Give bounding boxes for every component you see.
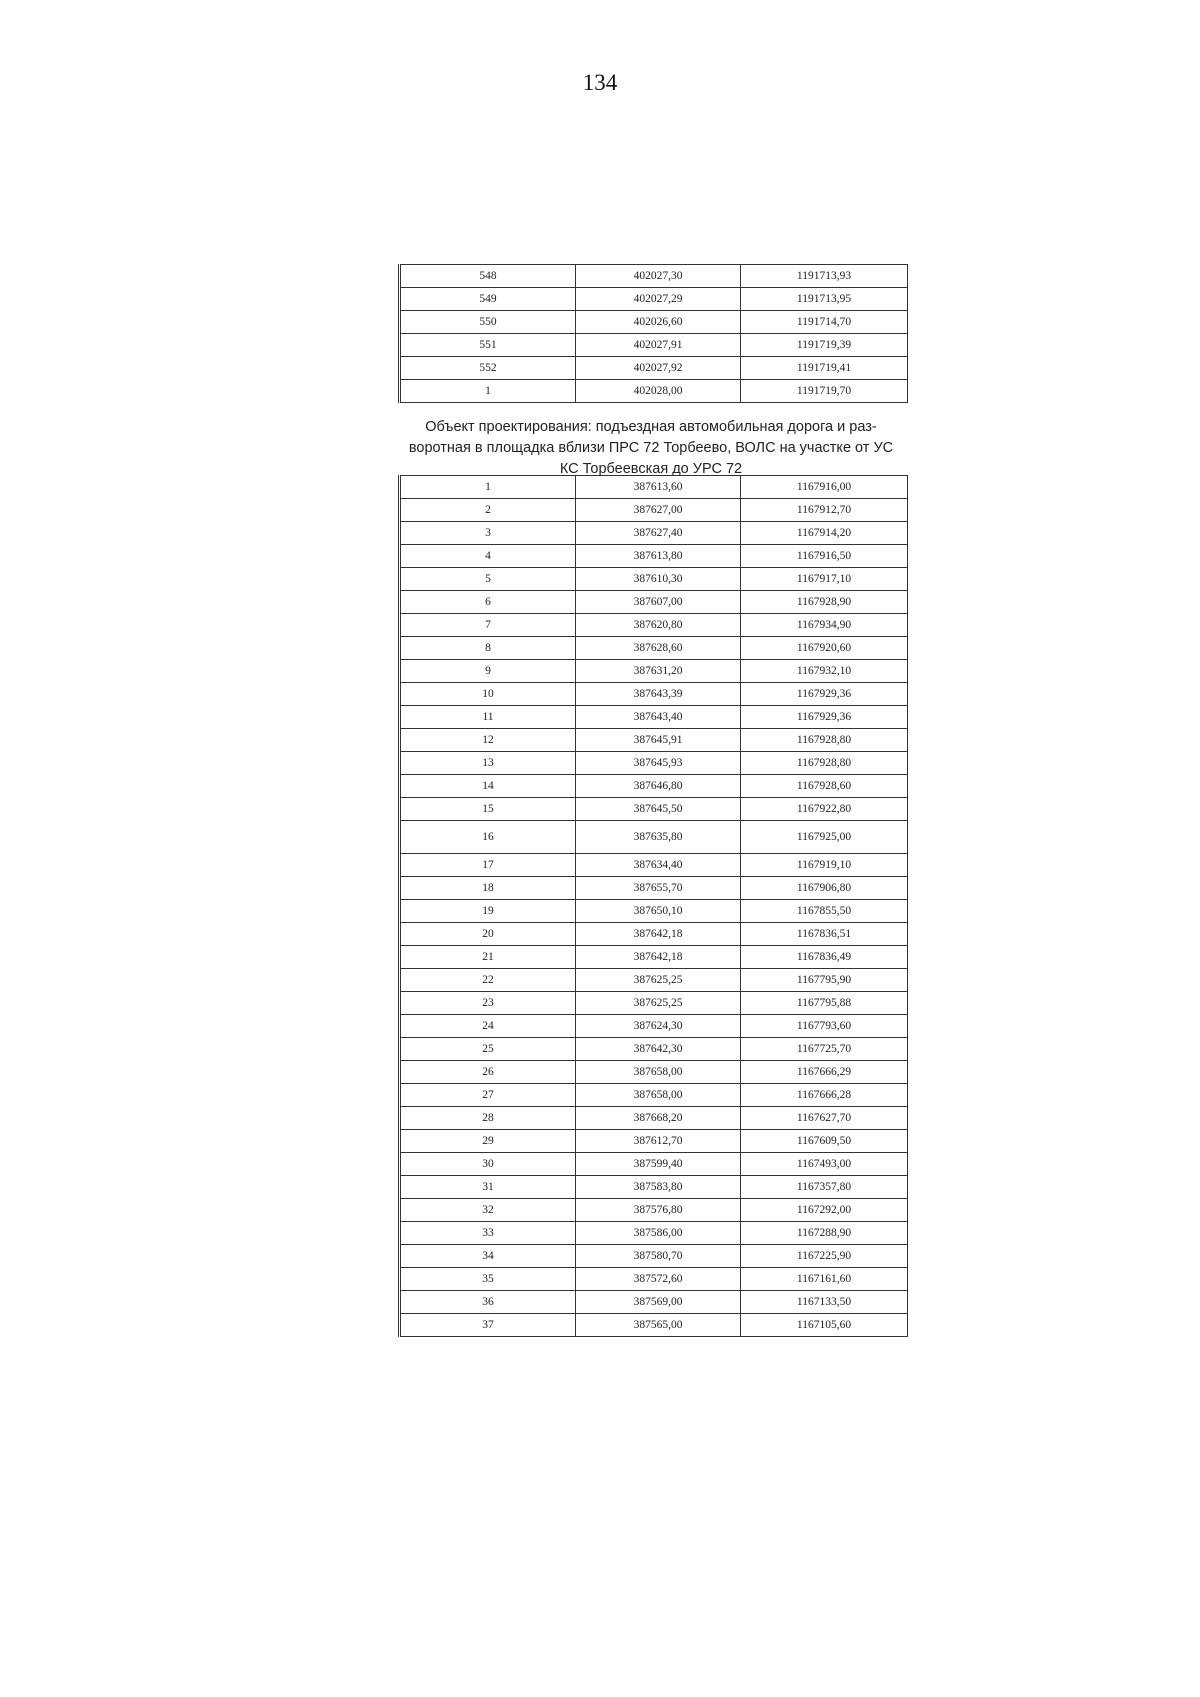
y-coordinate-cell: 1167925,00 <box>741 821 908 854</box>
page-number: 134 <box>582 70 618 95</box>
x-coordinate-cell: 387625,25 <box>576 969 741 992</box>
point-number-cell: 21 <box>400 946 576 969</box>
x-coordinate-cell: 402026,60 <box>576 311 741 334</box>
x-coordinate-cell: 387613,60 <box>576 476 741 499</box>
point-number-cell: 31 <box>400 1176 576 1199</box>
table-row <box>400 288 908 311</box>
point-number-cell: 5 <box>400 568 576 591</box>
x-coordinate-cell: 387646,80 <box>576 775 741 798</box>
y-coordinate-cell: 1167916,50 <box>741 545 908 568</box>
point-number-cell: 551 <box>400 334 576 357</box>
point-number-cell: 33 <box>400 1222 576 1245</box>
point-number-cell: 549 <box>400 288 576 311</box>
y-coordinate-cell: 1167292,00 <box>741 1199 908 1222</box>
y-coordinate-cell: 1167932,10 <box>741 660 908 683</box>
table-row <box>400 946 908 969</box>
x-coordinate-cell: 387583,80 <box>576 1176 741 1199</box>
y-coordinate-cell: 1191719,70 <box>741 380 908 403</box>
table-row <box>400 265 908 288</box>
y-coordinate-cell: 1167225,90 <box>741 1245 908 1268</box>
x-coordinate-cell: 387643,39 <box>576 683 741 706</box>
point-number-cell: 4 <box>400 545 576 568</box>
point-number-cell: 17 <box>400 854 576 877</box>
x-coordinate-cell: 387658,00 <box>576 1084 741 1107</box>
point-number-cell: 29 <box>400 1130 576 1153</box>
table-row <box>400 568 908 591</box>
table-row <box>400 854 908 877</box>
y-coordinate-cell: 1191713,93 <box>741 265 908 288</box>
point-number-cell: 23 <box>400 992 576 1015</box>
table-row <box>400 1268 908 1291</box>
x-coordinate-cell: 387612,70 <box>576 1130 741 1153</box>
point-number-cell: 30 <box>400 1153 576 1176</box>
table-row <box>400 1130 908 1153</box>
x-coordinate-cell: 387642,18 <box>576 946 741 969</box>
y-coordinate-cell: 1167934,90 <box>741 614 908 637</box>
x-coordinate-cell: 387607,00 <box>576 591 741 614</box>
table-row <box>400 380 908 403</box>
point-number-cell: 12 <box>400 729 576 752</box>
point-number-cell: 37 <box>400 1314 576 1337</box>
x-coordinate-cell: 387586,00 <box>576 1222 741 1245</box>
x-coordinate-cell: 387627,40 <box>576 522 741 545</box>
x-coordinate-cell: 387628,60 <box>576 637 741 660</box>
x-coordinate-cell: 387627,00 <box>576 499 741 522</box>
table-row <box>400 752 908 775</box>
table-row <box>400 992 908 1015</box>
point-number-cell: 19 <box>400 900 576 923</box>
point-number-cell: 36 <box>400 1291 576 1314</box>
point-number-cell: 13 <box>400 752 576 775</box>
x-coordinate-cell: 387569,00 <box>576 1291 741 1314</box>
point-number-cell: 2 <box>400 499 576 522</box>
x-coordinate-cell: 387645,91 <box>576 729 741 752</box>
point-number-cell: 20 <box>400 923 576 946</box>
table-row <box>400 1222 908 1245</box>
table-row <box>400 522 908 545</box>
point-number-cell: 6 <box>400 591 576 614</box>
x-coordinate-cell: 402027,91 <box>576 334 741 357</box>
y-coordinate-cell: 1167906,80 <box>741 877 908 900</box>
y-coordinate-cell: 1167929,36 <box>741 683 908 706</box>
x-coordinate-cell: 387572,60 <box>576 1268 741 1291</box>
point-number-cell: 28 <box>400 1107 576 1130</box>
y-coordinate-cell: 1191719,41 <box>741 357 908 380</box>
x-coordinate-cell: 387580,70 <box>576 1245 741 1268</box>
x-coordinate-cell: 387610,30 <box>576 568 741 591</box>
y-coordinate-cell: 1167725,70 <box>741 1038 908 1061</box>
y-coordinate-cell: 1167161,60 <box>741 1268 908 1291</box>
table-row <box>400 499 908 522</box>
table-row <box>400 1084 908 1107</box>
table-row <box>400 1107 908 1130</box>
x-coordinate-cell: 387635,80 <box>576 821 741 854</box>
y-coordinate-cell: 1191719,39 <box>741 334 908 357</box>
table-row <box>400 1199 908 1222</box>
y-coordinate-cell: 1167912,70 <box>741 499 908 522</box>
table-row <box>400 900 908 923</box>
table-row <box>400 545 908 568</box>
table-row <box>400 637 908 660</box>
y-coordinate-cell: 1167928,90 <box>741 591 908 614</box>
y-coordinate-cell: 1167666,29 <box>741 1061 908 1084</box>
point-number-cell: 34 <box>400 1245 576 1268</box>
point-number-cell: 22 <box>400 969 576 992</box>
table-row <box>400 334 908 357</box>
x-coordinate-cell: 387642,30 <box>576 1038 741 1061</box>
x-coordinate-cell: 387599,40 <box>576 1153 741 1176</box>
table-row <box>400 877 908 900</box>
point-number-cell: 8 <box>400 637 576 660</box>
table-row <box>400 1061 908 1084</box>
x-coordinate-cell: 387631,20 <box>576 660 741 683</box>
y-coordinate-cell: 1167795,88 <box>741 992 908 1015</box>
table-row <box>400 798 908 821</box>
y-coordinate-cell: 1167105,60 <box>741 1314 908 1337</box>
point-number-cell: 32 <box>400 1199 576 1222</box>
table-row <box>400 591 908 614</box>
y-coordinate-cell: 1167929,36 <box>741 706 908 729</box>
point-number-cell: 25 <box>400 1038 576 1061</box>
table-row <box>400 821 908 854</box>
y-coordinate-cell: 1191714,70 <box>741 311 908 334</box>
point-number-cell: 27 <box>400 1084 576 1107</box>
table-row <box>400 357 908 380</box>
x-coordinate-cell: 402028,00 <box>576 380 741 403</box>
x-coordinate-cell: 387645,50 <box>576 798 741 821</box>
point-number-cell: 1 <box>400 380 576 403</box>
y-coordinate-cell: 1167914,20 <box>741 522 908 545</box>
point-number-cell: 14 <box>400 775 576 798</box>
y-coordinate-cell: 1167493,00 <box>741 1153 908 1176</box>
x-coordinate-cell: 387620,80 <box>576 614 741 637</box>
table-row <box>400 775 908 798</box>
table-row <box>400 1038 908 1061</box>
point-number-cell: 3 <box>400 522 576 545</box>
y-coordinate-cell: 1167836,51 <box>741 923 908 946</box>
y-coordinate-cell: 1167357,80 <box>741 1176 908 1199</box>
y-coordinate-cell: 1167288,90 <box>741 1222 908 1245</box>
table-row <box>400 706 908 729</box>
table-row <box>400 476 908 499</box>
point-number-cell: 9 <box>400 660 576 683</box>
table-row <box>400 1314 908 1337</box>
table-row <box>400 1291 908 1314</box>
table-row <box>400 1153 908 1176</box>
y-coordinate-cell: 1167609,50 <box>741 1130 908 1153</box>
y-coordinate-cell: 1167793,60 <box>741 1015 908 1038</box>
y-coordinate-cell: 1167920,60 <box>741 637 908 660</box>
x-coordinate-cell: 387642,18 <box>576 923 741 946</box>
y-coordinate-cell: 1167928,60 <box>741 775 908 798</box>
table-row <box>400 311 908 334</box>
x-coordinate-cell: 387645,93 <box>576 752 741 775</box>
y-coordinate-cell: 1167916,00 <box>741 476 908 499</box>
y-coordinate-cell: 1167666,28 <box>741 1084 908 1107</box>
point-number-cell: 552 <box>400 357 576 380</box>
x-coordinate-cell: 402027,30 <box>576 265 741 288</box>
x-coordinate-cell: 387624,30 <box>576 1015 741 1038</box>
x-coordinate-cell: 387576,80 <box>576 1199 741 1222</box>
x-coordinate-cell: 387613,80 <box>576 545 741 568</box>
point-number-cell: 550 <box>400 311 576 334</box>
y-coordinate-cell: 1167928,80 <box>741 729 908 752</box>
table-row <box>400 969 908 992</box>
point-number-cell: 10 <box>400 683 576 706</box>
table-row <box>400 614 908 637</box>
x-coordinate-cell: 402027,29 <box>576 288 741 311</box>
point-number-cell: 1 <box>400 476 576 499</box>
table-row <box>400 683 908 706</box>
x-coordinate-cell: 387668,20 <box>576 1107 741 1130</box>
y-coordinate-cell: 1167922,80 <box>741 798 908 821</box>
y-coordinate-cell: 1167855,50 <box>741 900 908 923</box>
x-coordinate-cell: 387650,10 <box>576 900 741 923</box>
y-coordinate-cell: 1167917,10 <box>741 568 908 591</box>
x-coordinate-cell: 387634,40 <box>576 854 741 877</box>
x-coordinate-cell: 387658,00 <box>576 1061 741 1084</box>
table-row <box>400 729 908 752</box>
y-coordinate-cell: 1167133,50 <box>741 1291 908 1314</box>
table-row <box>400 1176 908 1199</box>
point-number-cell: 7 <box>400 614 576 637</box>
point-number-cell: 26 <box>400 1061 576 1084</box>
y-coordinate-cell: 1167928,80 <box>741 752 908 775</box>
point-number-cell: 24 <box>400 1015 576 1038</box>
table-row <box>400 923 908 946</box>
coordinates-table-main <box>398 475 908 1337</box>
table-row <box>400 660 908 683</box>
y-coordinate-cell: 1167627,70 <box>741 1107 908 1130</box>
x-coordinate-cell: 387565,00 <box>576 1314 741 1337</box>
point-number-cell: 16 <box>400 821 576 854</box>
point-number-cell: 11 <box>400 706 576 729</box>
y-coordinate-cell: 1167919,10 <box>741 854 908 877</box>
point-number-cell: 35 <box>400 1268 576 1291</box>
table-row <box>400 1245 908 1268</box>
x-coordinate-cell: 387655,70 <box>576 877 741 900</box>
x-coordinate-cell: 387643,40 <box>576 706 741 729</box>
point-number-cell: 18 <box>400 877 576 900</box>
x-coordinate-cell: 402027,92 <box>576 357 741 380</box>
coordinates-table-top <box>398 264 908 403</box>
x-coordinate-cell: 387625,25 <box>576 992 741 1015</box>
table-row <box>400 1015 908 1038</box>
y-coordinate-cell: 1167795,90 <box>741 969 908 992</box>
y-coordinate-cell: 1167836,49 <box>741 946 908 969</box>
section-caption: Объект проектирования: подъездная автомобильная дорога и раз-воротная в площадка вблизи ПРС 72 Торбеево, ВОЛС на участке от УС КС Торбеевская до УРС 72 <box>408 419 894 477</box>
y-coordinate-cell: 1191713,95 <box>741 288 908 311</box>
point-number-cell: 15 <box>400 798 576 821</box>
point-number-cell: 548 <box>400 265 576 288</box>
